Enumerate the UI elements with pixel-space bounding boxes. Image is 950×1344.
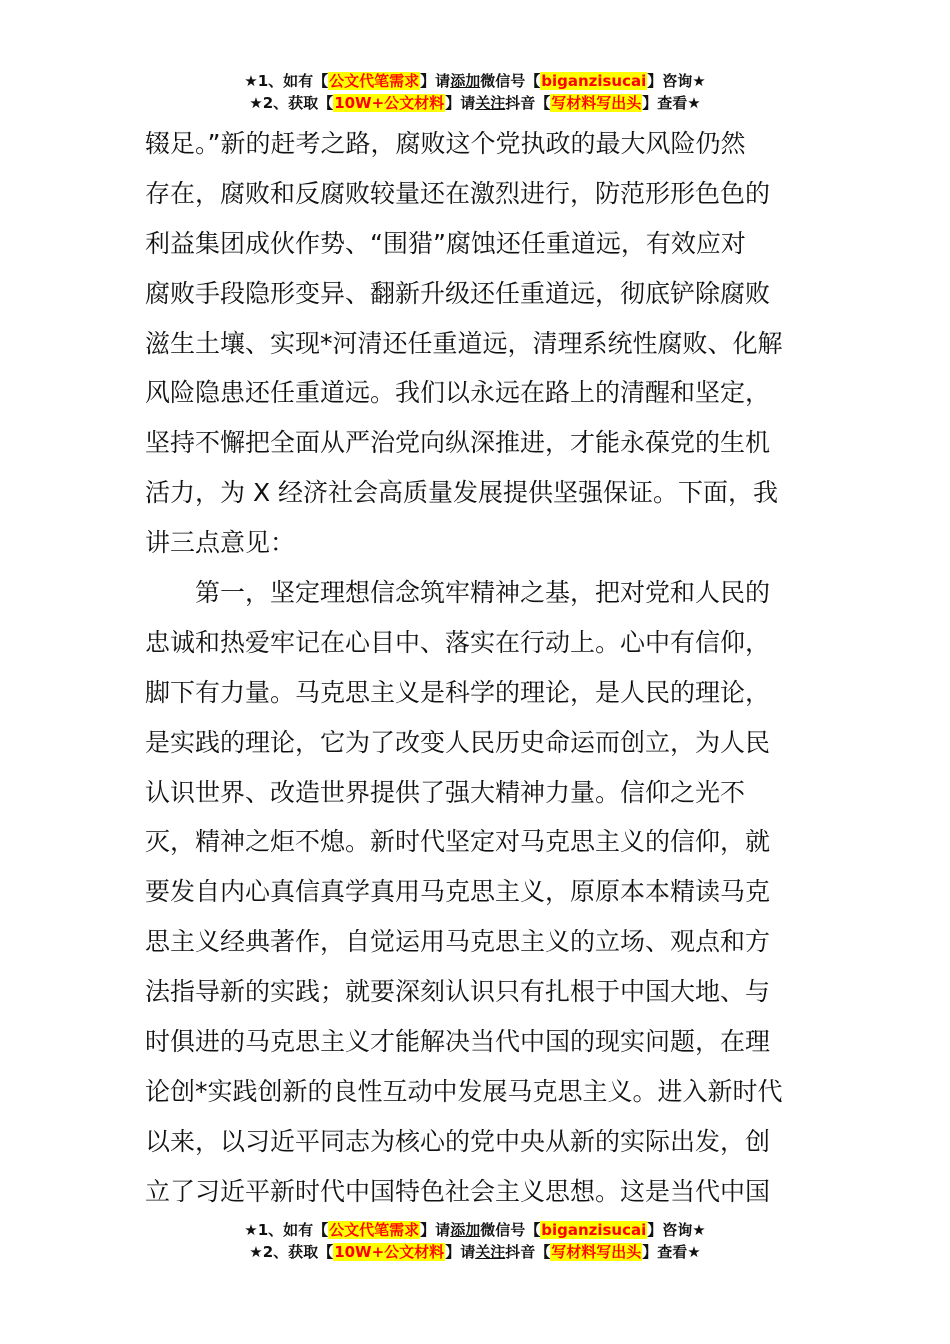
body-line: 风险隐患还任重道远。我们以永远在路上的清醒和坚定， [145,378,771,408]
banner-text: 】请 [420,1221,451,1239]
banner-line-2 [0,92,950,114]
body-line: 活力，为 X 经济社会高质量发展提供坚强保证。下面，我 [145,478,779,508]
highlight-text: 公文代笔需求 [329,72,420,90]
banner-text: ★2、获取【 [249,94,334,112]
body-line: 论创*实践创新的良性互动中发展马克思主义。进入新时代 [145,1076,783,1106]
banner-text: 】请 [445,94,476,112]
footer-banner [0,1219,950,1263]
header-banner [0,70,950,114]
douyin-id: 写材料写出头 [551,94,642,112]
banner-text: 抖音【 [505,1243,551,1261]
highlight-text: 公文代笔需求 [329,1221,420,1239]
banner-line-1 [0,1219,950,1241]
body-line: 是实践的理论，它为了改变人民历史命运而创立，为人民 [145,727,771,757]
body-line: 立了习近平新时代中国特色社会主义思想。这是当代中国 [145,1176,771,1206]
body-line: 存在，腐败和反腐败较量还在激烈进行，防范形形色色的 [145,178,771,208]
body-line: 以来，以习近平同志为核心的党中央从新的实际出发，创 [145,1126,771,1156]
underlined-text: 关注 [475,94,506,112]
body-line: 时俱进的马克思主义才能解决当代中国的现实问题，在理 [145,1027,771,1057]
banner-line-2 [0,1241,950,1263]
body-line: 利益集团成伙作势、“围猎”腐蚀还任重道远，有效应对 [145,228,746,258]
body-line: 思主义经典著作，自觉运用马克思主义的立场、观点和方 [145,927,771,957]
banner-text: 】查看★ [642,1243,701,1261]
banner-text: 】咨询★ [647,72,706,90]
body-line: 辍足。”新的赶考之路，腐败这个党执政的最大风险仍然 [145,129,746,158]
paragraph-start-line: 第一，坚定理想信念筑牢精神之基，把对党和人民的 [195,578,771,608]
body-line: 滋生土壤、实现*河清还任重道远，清理系统性腐败、化解 [145,328,783,358]
banner-text: ★2、获取【 [249,1243,334,1261]
body-line: 坚持不懈把全面从严治党向纵深推进，才能永葆党的生机 [145,428,771,458]
body-line: 认识世界、改造世界提供了强大精神力量。信仰之光不 [145,777,746,807]
body-line: 忠诚和热爱牢记在心目中、落实在行动上。心中有信仰， [145,627,771,657]
banner-text: ★1、如有【 [244,1221,329,1239]
body-line: 脚下有力量。马克思主义是科学的理论，是人民的理论， [145,677,771,707]
banner-text: 】请 [420,72,451,90]
wechat-id: biganzisucai [541,1221,647,1239]
body-line: 法指导新的实践；就要深刻认识只有扎根于中国大地、与 [145,977,771,1007]
body-line: 腐败手段隐形变异、翻新升级还任重道远，彻底铲除腐败 [145,278,771,308]
banner-text: ★1、如有【 [244,72,329,90]
banner-text: 】查看★ [642,94,701,112]
body-line: 讲三点意见： [145,528,296,558]
underlined-text: 添加 [450,72,481,90]
banner-line-1 [0,70,950,92]
douyin-id: 写材料写出头 [551,1243,642,1261]
body-line: 灭，精神之炬不熄。新时代坚定对马克思主义的信仰，就 [145,827,771,857]
banner-text: 抖音【 [505,94,551,112]
highlight-text: 10W+公文材料 [334,1243,445,1261]
underlined-text: 添加 [450,1221,481,1239]
banner-text: 】请 [445,1243,476,1261]
banner-text: 微信号【 [480,72,541,90]
underlined-text: 关注 [475,1243,506,1261]
wechat-id: biganzisucai [541,72,647,90]
banner-text: 】咨询★ [647,1221,706,1239]
body-line: 要发自内心真信真学真用马克思主义，原原本本精读马克 [145,877,771,907]
banner-text: 微信号【 [480,1221,541,1239]
document-body [145,119,810,1217]
highlight-text: 10W+公文材料 [334,94,445,112]
